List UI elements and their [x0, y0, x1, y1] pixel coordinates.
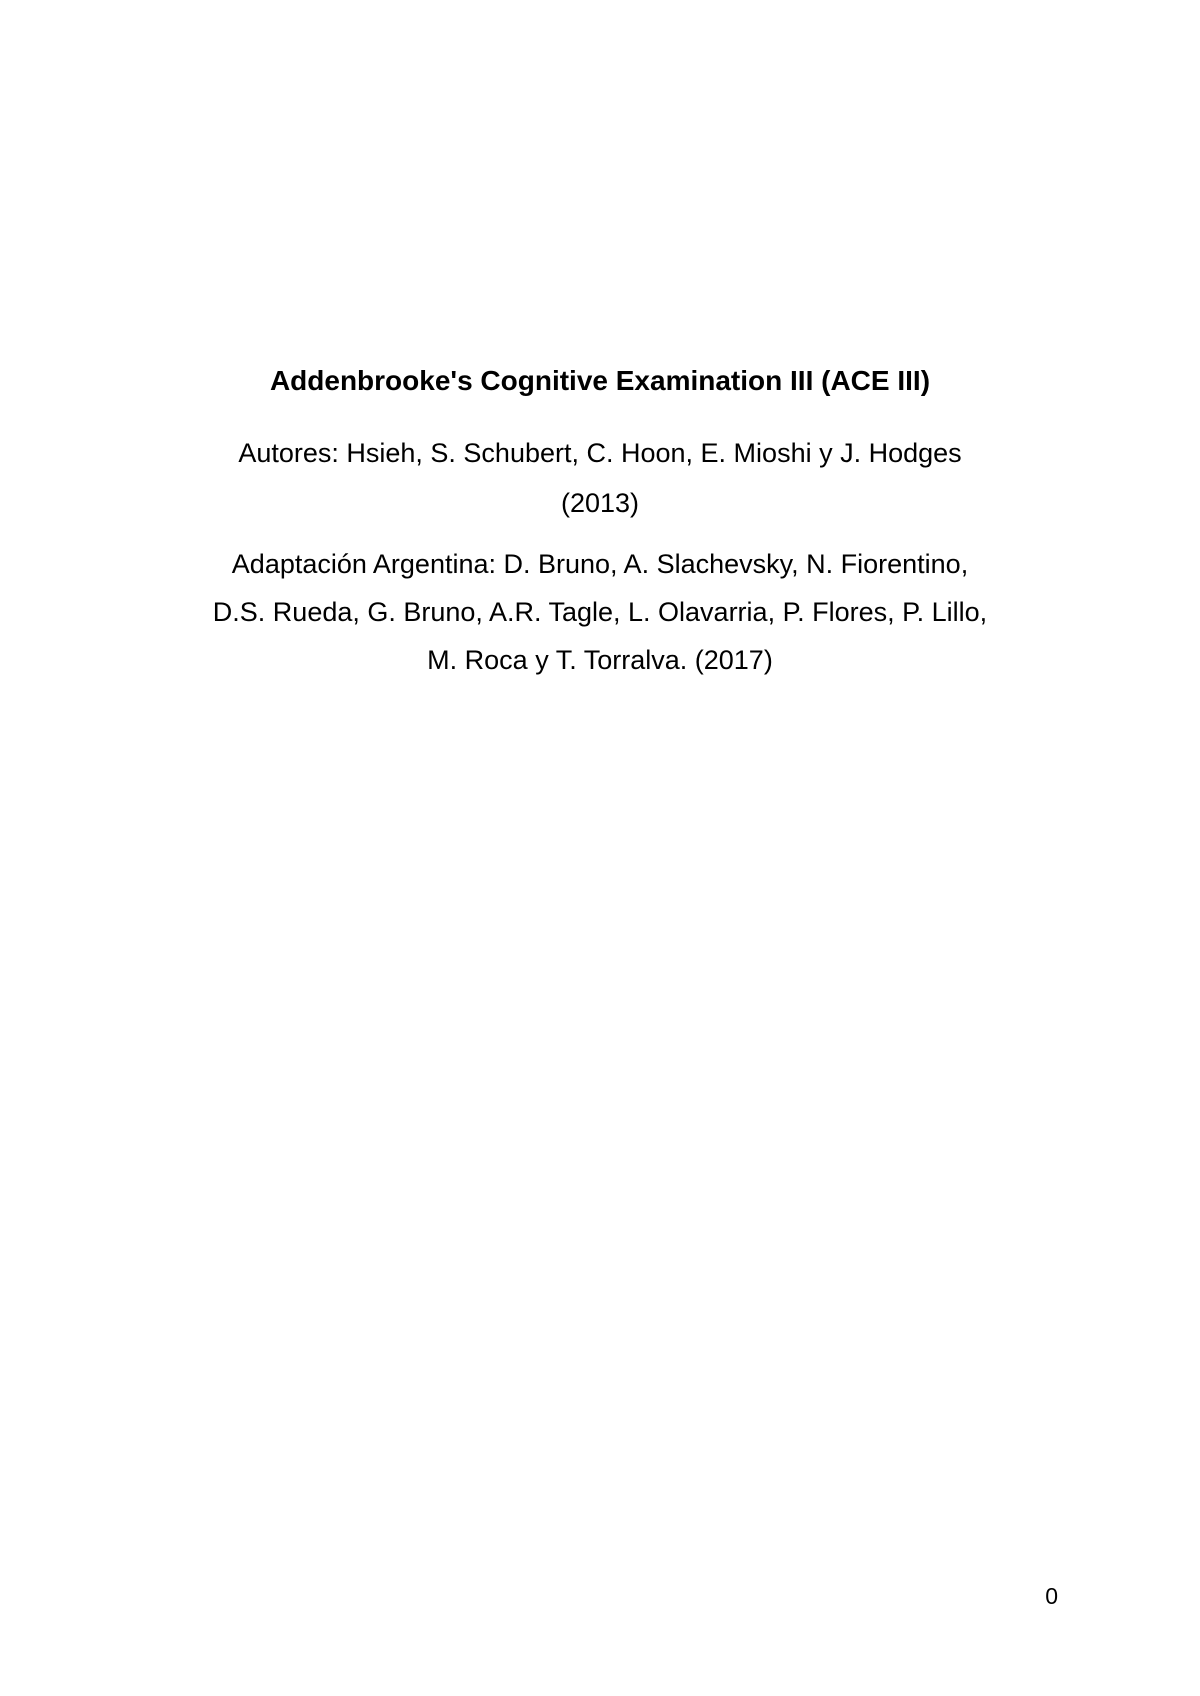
adaptation-line-3: M. Roca y T. Torralva. (2017) — [427, 645, 773, 675]
page-number: 0 — [1045, 1583, 1058, 1609]
adaptation-line-1: Adaptación Argentina: D. Bruno, A. Slachevsky, N. Fiorentino, — [231, 549, 969, 579]
adaptation-line-2: D.S. Rueda, G. Bruno, A.R. Tagle, L. Olavarria, P. Flores, P. Lillo, — [212, 597, 988, 627]
authors-paragraph — [200, 428, 1000, 528]
document-title: Addenbrooke's Cognitive Examination III (ACE III) — [269, 365, 931, 396]
authors-line-1: Autores: Hsieh, S. Schubert, C. Hoon, E. Mioshi y J. Hodges — [238, 438, 962, 468]
adaptation-paragraph — [200, 540, 1000, 684]
authors-line-2: (2013) — [560, 488, 640, 518]
